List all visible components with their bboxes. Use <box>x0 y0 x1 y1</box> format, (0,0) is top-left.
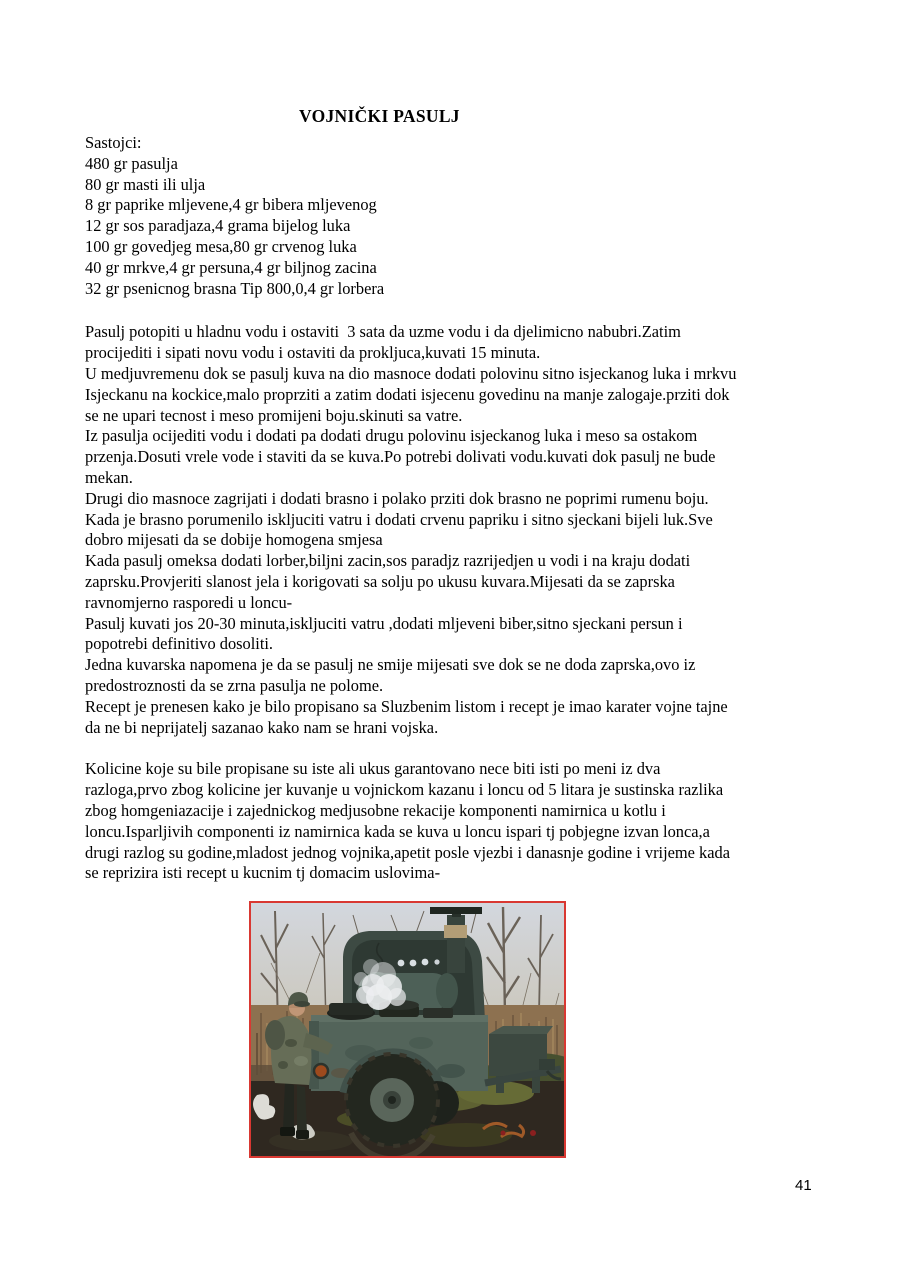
text-line: 12 gr sos paradjaza,4 grama bijelog luka <box>85 216 351 236</box>
text-line: U medjuvremenu dok se pasulj kuva na dio masnoce dodati polovinu sitno isjeckanog luka i mrkvu <box>85 363 737 383</box>
text-line: popotrebi definitivo dosoliti. <box>85 634 274 654</box>
text-line: razloga,prvo zbog kolicine jer kuvanje u vojnickom kazanu i loncu od 5 litara je sustinska razlika <box>85 780 724 800</box>
text-line: przenja.Dosuti vrele vode i staviti da se kuva.Po potrebi dolivati vodu.kuvati dok pasulj ne bude <box>85 447 716 467</box>
text-line: procijediti i sipati novu vodu i ostaviti da prokljuca,kuvati 15 minuta. <box>85 343 541 363</box>
text-line: 100 gr govedjeg mesa,80 gr crvenog luka <box>85 236 357 256</box>
text-line: loncu.Isparljivih componenti iz namirnica kada se kuva u loncu ispari tj pobjegne izvan lonca,a <box>85 821 710 841</box>
text-line: Isjeckanu na kockice,malo proprziti a zatim dodati isjecenu govedinu na manje zalogaje.prziti dok <box>85 384 730 404</box>
text-line: predostroznosti da se zrna pasulja ne polome. <box>85 675 384 695</box>
page-number: 41 <box>795 1177 812 1194</box>
text-line: Kada pasulj omeksa dodati lorber,biljni zacin,sos paradjz razrijedjen u vodi i na kraju dodati <box>85 551 691 571</box>
text-line: se reprizira isti recept u kucnim tj domacim uslovima- <box>85 863 441 883</box>
text-line: 480 gr pasulja <box>85 153 178 173</box>
text-line: Pasulj kuvati jos 20-30 minuta,iskljuciti vatru ,dodati mljeveni biber,sitno sjeckani persun i <box>85 613 683 633</box>
text-line: dobro mijesati da se dobije homogena smjesa <box>85 530 383 550</box>
text-line: se ne upari tecnost i meso promijeni boju.skinuti sa vatre. <box>85 405 463 425</box>
text-line: Iz pasulja ocijediti vodu i dodati pa dodati drugu polovinu isjeckanog luka i meso sa ostakom <box>85 426 698 446</box>
notes-paragraph <box>85 759 830 884</box>
ingredients-list <box>85 154 830 300</box>
text-line: drugi razlog su godine,mladost jednog vojnika,apetit posle vjezbi i danasnje godine i vrijeme kada <box>85 842 730 862</box>
text-line: Jedna kuvarska napomena je da se pasulj ne smije mijesati sve dok se ne doda zaprska,ovo iz <box>85 655 696 675</box>
text-line: Drugi dio masnoce zagrijati i dodati brasno i polako prziti dok brasno ne poprimi rumenu boju. <box>85 488 709 508</box>
ingredients-heading: Sastojci: <box>85 133 142 152</box>
text-line: zbog homgeniazacije i zajednickog medjusobne rekacije komponenti namirnica u kotlu i <box>85 800 666 820</box>
text-line: Kada je brasno porumenilo iskljuciti vatru i dodati crvenu papriku i sitno sjeckani bijeli luk.Sve <box>85 509 713 529</box>
instructions-paragraph <box>85 322 830 738</box>
text-column <box>85 106 830 884</box>
text-line: mekan. <box>85 467 133 487</box>
text-line: zaprsku.Provjeriti slanost jela i korigovati sa solju po ukusu kuvara.Mijesati da se zaprska <box>85 571 675 591</box>
text-line: 80 gr masti ili ulja <box>85 174 206 194</box>
text-line: Recept je prenesen kako je bilo propisano sa Sluzbenim listom i recept je imao karater vojne tajne <box>85 696 728 716</box>
text-line: 8 gr paprike mljevene,4 gr bibera mljevenog <box>85 195 377 215</box>
field-kitchen-photo <box>249 901 566 1158</box>
text-line: Pasulj potopiti u hladnu vodu i ostaviti 3 sata da uzme vodu i da djelimicno nabubri.Zatim <box>85 322 681 342</box>
text-line: ravnomjerno rasporedi u loncu- <box>85 592 293 612</box>
page-title: VOJNIČKI PASULJ <box>299 106 460 126</box>
field-kitchen-illustration <box>251 903 564 1156</box>
text-line: Kolicine koje su bile propisane su iste ali ukus garantovano nece biti isti po meni iz dva <box>85 759 661 779</box>
text-line: da ne bi neprijatelj sazanao kako nam se hrani vojska. <box>85 717 439 737</box>
ingredients-section <box>85 133 830 299</box>
text-line: 40 gr mrkve,4 gr persuna,4 gr biljnog zacina <box>85 257 377 277</box>
text-line: 32 gr psenicnog brasna Tip 800,0,4 gr lorbera <box>85 278 385 298</box>
